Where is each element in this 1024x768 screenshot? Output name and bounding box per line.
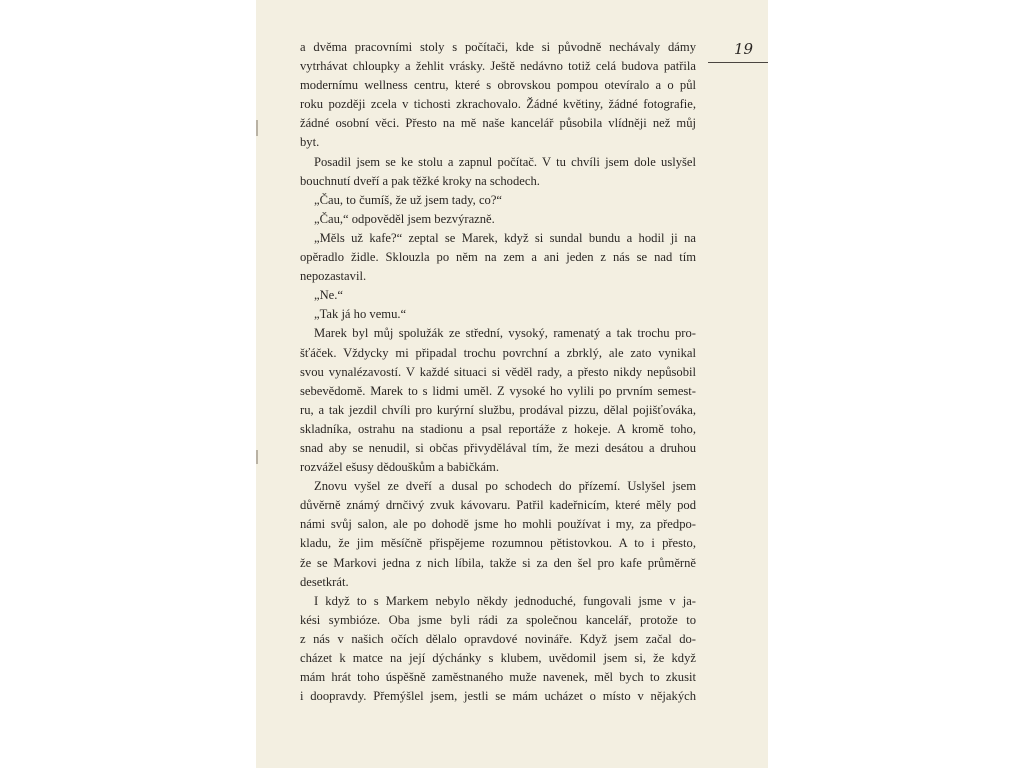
text-line: roku později zcela v tichosti zkrachovalo. Žádné květiny, žádné fotografie, [300, 97, 696, 112]
text-line: nepozastavil. [300, 269, 367, 284]
text-line: svou vynalézavostí. V každé situaci si věděl rady, a přesto nikdy nepůsobil [300, 364, 696, 379]
text-line: „Ne.“ [314, 288, 344, 303]
text-line: Posadil jsem se ke stolu a zapnul počítač. V tu chvíli jsem dole uslyšel [314, 154, 696, 169]
page-edge-mark [256, 120, 258, 136]
text-line: kési symbióze. Oba jsme byli rádi za společnou kancelář, protože to [300, 612, 696, 627]
body-text [300, 38, 696, 706]
text-line: i doopravdy. Přemýšlel jsem, jestli se mám ucházet o místo v nějakých [300, 689, 696, 704]
text-line: „Čau, to čumíš, že už jsem tady, co?“ [314, 192, 503, 207]
text-line: důvěrně známý drnčivý zvuk kávovaru. Patřil kadeřnicím, které měly pod [300, 498, 696, 513]
text-line: Znovu vyšel ze dveří a dusal po schodech do přízemí. Uslyšel jsem [314, 479, 696, 494]
text-line: „Čau,“ odpověděl jsem bezvýrazně. [314, 211, 495, 226]
text-line: rozvážel ešusy dědouškům a babičkám. [300, 460, 499, 475]
text-line: „Tak já ho vemu.“ [314, 307, 407, 322]
text-line: skladníka, ostrahu na stadionu a psal reportáže z hokeje. A kromě toho, [300, 421, 696, 436]
text-line: Marek byl můj spolužák ze střední, vysoký, ramenatý a tak trochu pro- [314, 326, 696, 341]
text-line: z nás v našich očích dělalo opravdové novináře. Když jsem začal do- [300, 631, 696, 646]
text-line: námi svůj salon, ale po dohodě jsme ho mohli používat i my, za předpo- [300, 517, 696, 532]
text-line: žádné osobní věci. Přesto na mě naše kancelář působila vlídněji než můj [300, 116, 696, 131]
text-line: mám hrát toho úspěšně zaměstnaného muže navenek, měl bych to zkusit [300, 670, 696, 685]
text-line: opěradlo židle. Sklouzla po něm na zem a ani jeden z nás se nad tím [300, 250, 696, 265]
text-line: že se Markovi jedna z nich líbila, takže si za den šel pro kafe průměrně [300, 555, 696, 570]
text-line: I když to s Markem nebylo někdy jednoduché, fungovali jsme v ja- [314, 593, 696, 608]
text-line: modernímu wellness centru, které s obrovskou pompou otevíralo a o půl [300, 78, 696, 93]
text-line: desetkrát. [300, 574, 349, 589]
text-line: šťáček. Vždycky mi připadal trochu povrchní a zbrklý, ale zato vynikal [300, 345, 696, 360]
text-line: snad aby se nenudil, si občas přivydělával tím, že mezi desátou a druhou [300, 440, 696, 455]
text-line: byt. [300, 135, 320, 150]
text-line: bouchnutí dveří a pak těžké kroky na schodech. [300, 173, 540, 188]
text-line: kladu, že jim měsíčně přispějeme rozumnou pětistovkou. A to i přesto, [300, 536, 696, 551]
page-number-rule [708, 62, 768, 63]
book-page [256, 0, 768, 768]
text-line: cházet k matce na její dýchánky s klubem, uvědomil jsem si, že když [300, 651, 696, 665]
text-line: a dvěma pracovními stoly s počítači, kde si původně nechávaly dámy [300, 40, 696, 54]
text-line: sebevědomě. Marek to s lidmi uměl. Z vysoké ho vylili po prvním semest- [300, 383, 696, 398]
text-line: ru, a tak jezdil chvíli pro kurýrní službu, prodával pizzu, dělal pojišťováka, [300, 402, 696, 417]
text-line: vytrhávat chloupky a žehlit vrásky. Ještě nedávno totiž celá budova patřila [300, 59, 696, 74]
page-edge-mark [256, 450, 258, 464]
page-number: 19 [734, 40, 754, 58]
text-line: „Měls už kafe?“ zeptal se Marek, když si sundal bundu a hodil ji na [314, 230, 696, 245]
